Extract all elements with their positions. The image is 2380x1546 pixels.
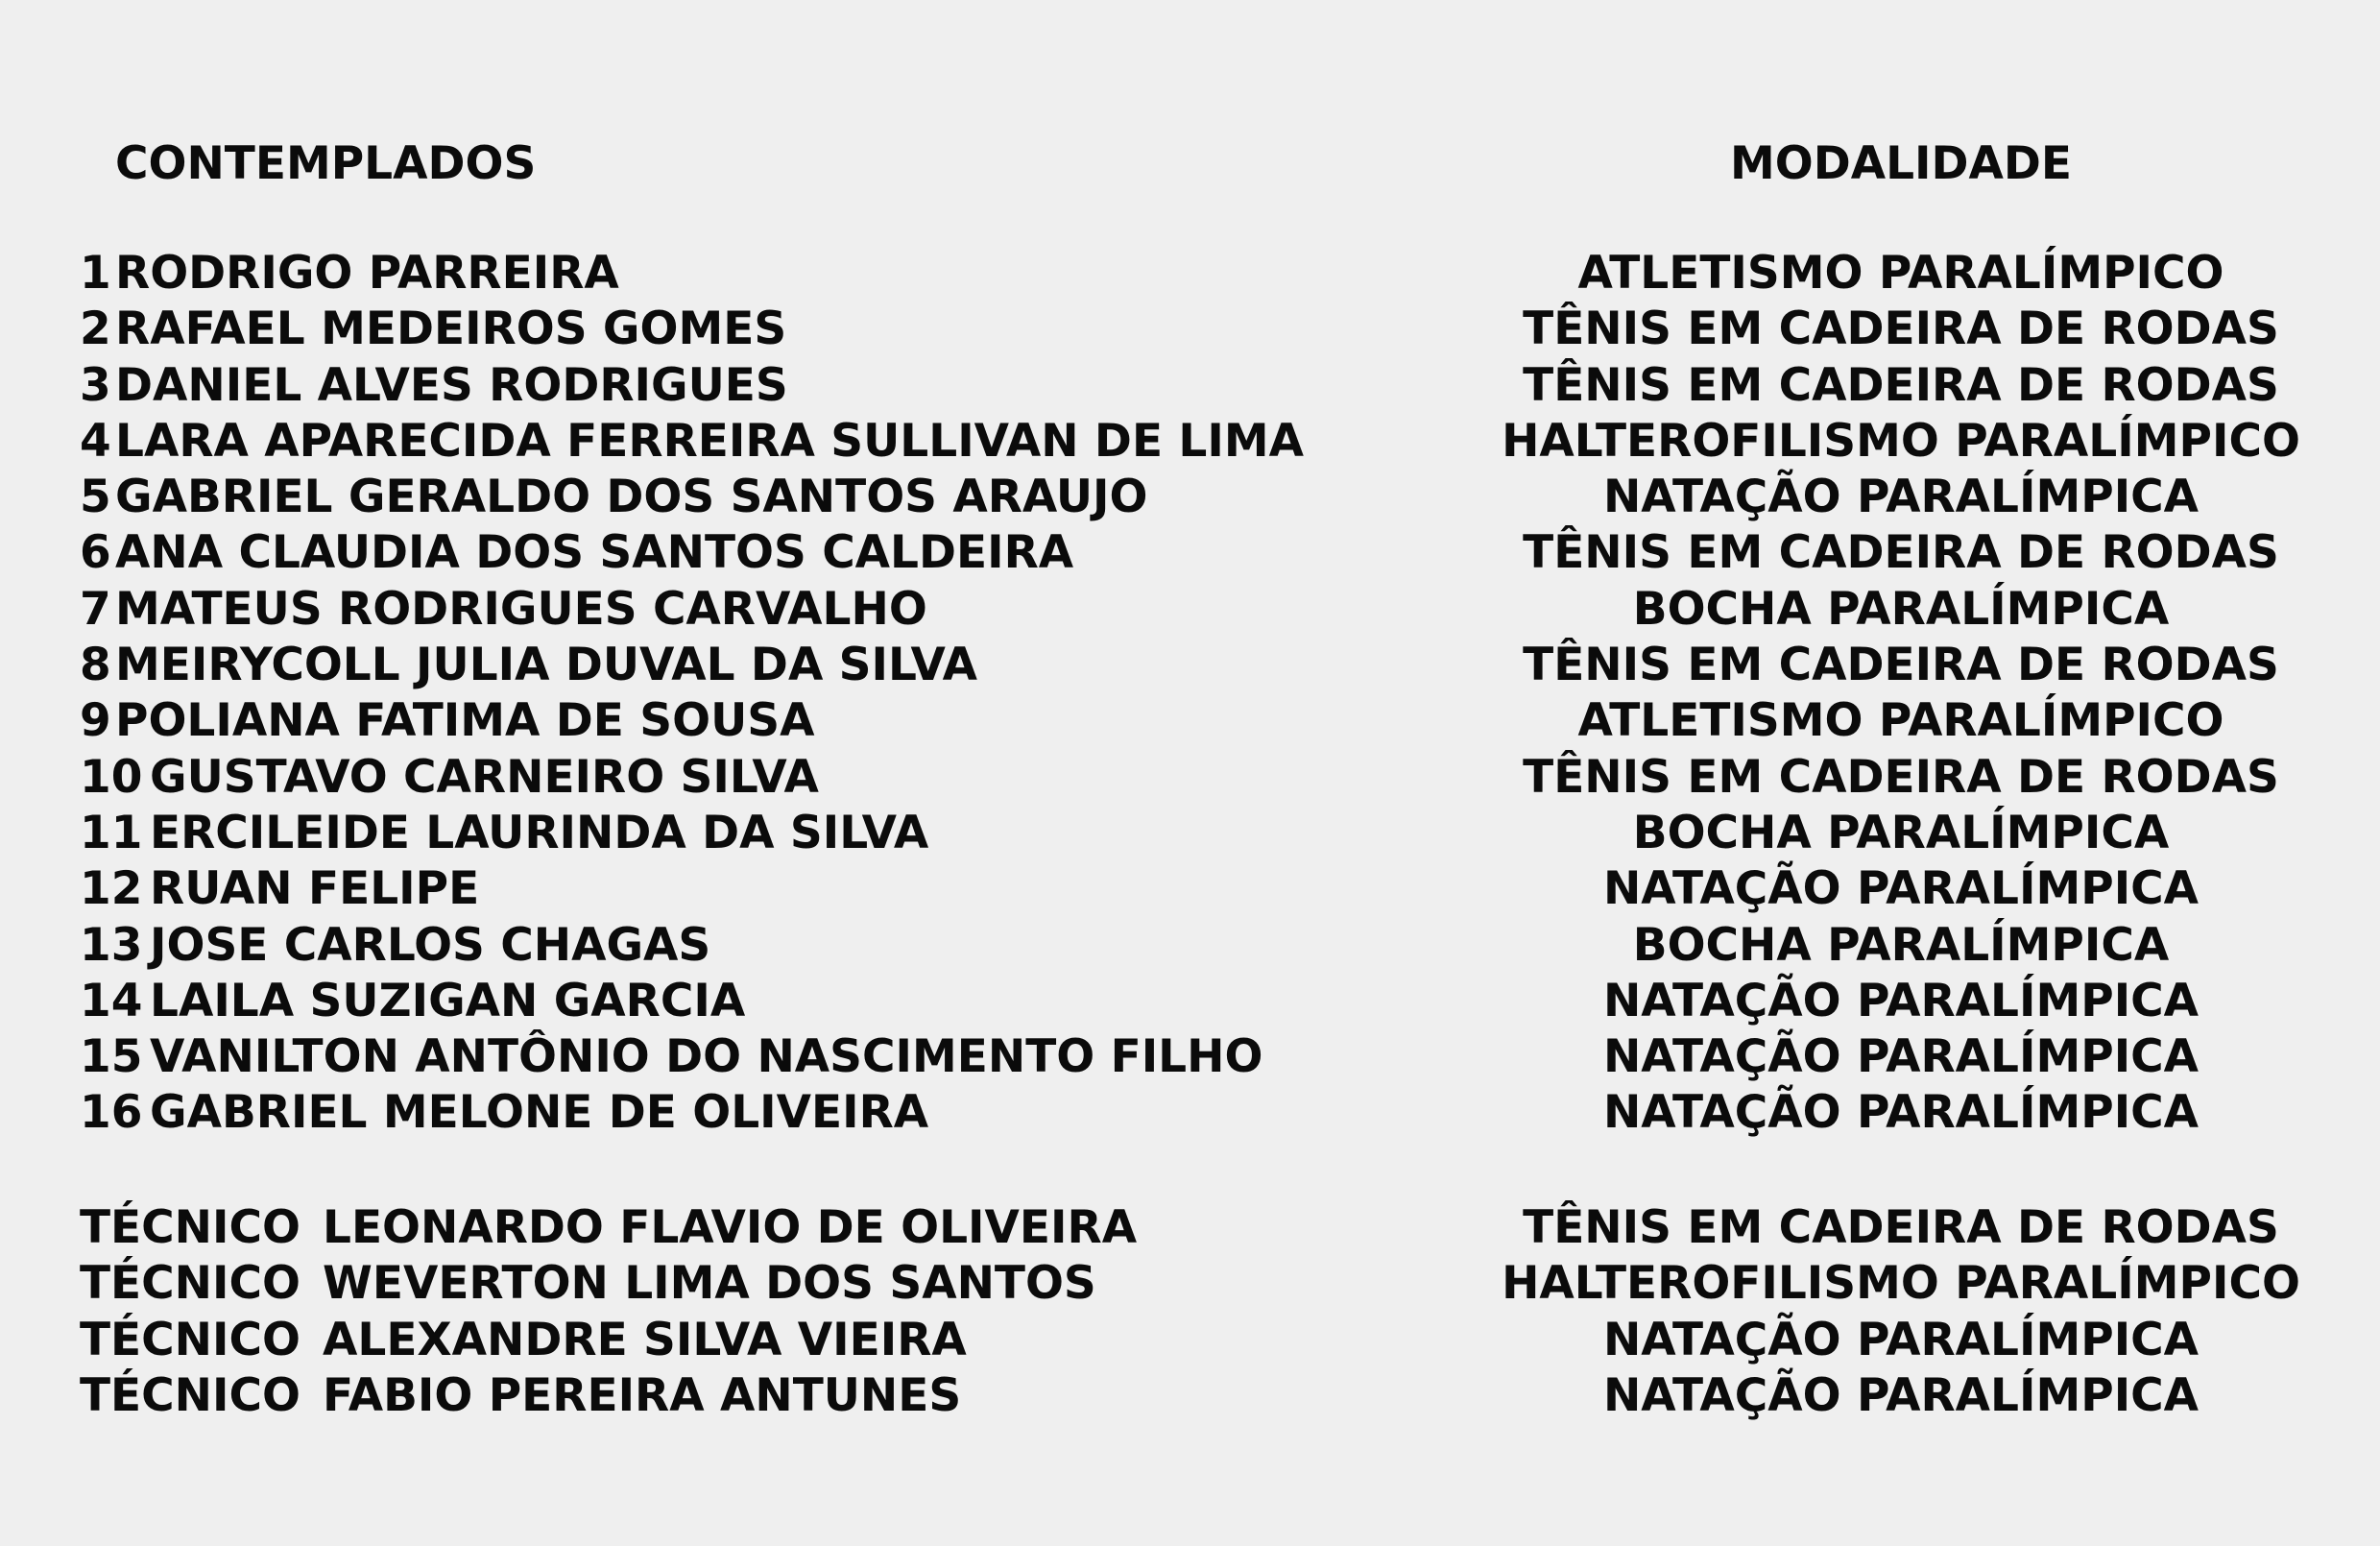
athlete-name: ERCILEIDE LAURINDA DA SILVA xyxy=(150,806,929,859)
athlete-name: JOSE CARLOS CHAGAS xyxy=(150,918,711,972)
athlete-modality: BOCHA PARALÍMPICA xyxy=(1632,806,2170,859)
coach-row xyxy=(0,1256,2380,1312)
athlete-modality: TÊNIS EM CADEIRA DE RODAS xyxy=(1523,750,2279,804)
athlete-row xyxy=(0,1085,2380,1141)
athlete-name: MEIRYCOLL JULIA DUVAL DA SILVA xyxy=(115,639,978,692)
athlete-row xyxy=(0,918,2380,974)
coach-row xyxy=(0,1368,2380,1424)
athlete-row xyxy=(0,582,2380,638)
athlete-row xyxy=(0,693,2380,749)
athlete-modality: NATAÇÃO PARALÍMPICA xyxy=(1602,1086,2200,1140)
athlete-number: 12 xyxy=(80,862,143,916)
athlete-list xyxy=(0,246,2380,1142)
athlete-number: 9 xyxy=(80,694,111,748)
athlete-modality: NATAÇÃO PARALÍMPICA xyxy=(1602,974,2200,1027)
athlete-modality: NATAÇÃO PARALÍMPICA xyxy=(1602,862,2200,916)
athlete-modality: BOCHA PARALÍMPICA xyxy=(1632,918,2170,972)
athlete-modality: ATLETISMO PARALÍMPICO xyxy=(1577,694,2224,748)
athlete-name: RODRIGO PARREIRA xyxy=(115,247,619,300)
coach-name: ALEXANDRE SILVA VIEIRA xyxy=(323,1313,967,1366)
contemplados-header: CONTEMPLADOS xyxy=(115,137,537,190)
athlete-row xyxy=(0,974,2380,1029)
coach-role: TÉCNICO xyxy=(80,1368,301,1422)
athlete-row xyxy=(0,525,2380,581)
athlete-modality: NATAÇÃO PARALÍMPICA xyxy=(1602,1030,2200,1084)
athlete-row xyxy=(0,638,2380,693)
athlete-row xyxy=(0,246,2380,302)
athlete-number: 16 xyxy=(80,1086,143,1140)
coach-role: TÉCNICO xyxy=(80,1201,301,1254)
athlete-modality: BOCHA PARALÍMPICA xyxy=(1632,582,2170,636)
athlete-modality: NATAÇÃO PARALÍMPICA xyxy=(1602,471,2200,524)
athlete-modality: TÊNIS EM CADEIRA DE RODAS xyxy=(1523,358,2279,412)
athlete-number: 7 xyxy=(80,582,111,636)
coach-modality: HALTEROFILISMO PARALÍMPICO xyxy=(1502,1257,2300,1311)
coach-name: LEONARDO FLAVIO DE OLIVEIRA xyxy=(323,1201,1138,1254)
athlete-number: 13 xyxy=(80,918,143,972)
athlete-name: LAILA SUZIGAN GARCIA xyxy=(150,974,746,1027)
athlete-number: 15 xyxy=(80,1030,143,1084)
athlete-name: GUSTAVO CARNEIRO SILVA xyxy=(150,750,819,804)
modalidade-header: MODALIDADE xyxy=(1729,137,2073,190)
athlete-number: 1 xyxy=(80,247,111,300)
coach-role: TÉCNICO xyxy=(80,1313,301,1366)
athlete-number: 5 xyxy=(80,471,111,524)
coach-row xyxy=(0,1200,2380,1256)
athlete-modality: TÊNIS EM CADEIRA DE RODAS xyxy=(1523,639,2279,692)
coach-list xyxy=(0,1200,2380,1424)
athlete-modality: TÊNIS EM CADEIRA DE RODAS xyxy=(1523,302,2279,356)
athlete-number: 4 xyxy=(80,414,111,468)
coach-row xyxy=(0,1313,2380,1368)
athlete-number: 10 xyxy=(80,750,143,804)
athlete-name: GABRIEL MELONE DE OLIVEIRA xyxy=(150,1086,929,1140)
coach-name: FABIO PEREIRA ANTUNES xyxy=(323,1368,962,1422)
athlete-row xyxy=(0,861,2380,917)
athlete-number: 11 xyxy=(80,806,143,859)
athlete-row xyxy=(0,302,2380,357)
athlete-number: 14 xyxy=(80,974,143,1027)
athlete-name: RAFAEL MEDEIROS GOMES xyxy=(115,302,787,356)
athlete-number: 6 xyxy=(80,526,111,580)
coach-modality: TÊNIS EM CADEIRA DE RODAS xyxy=(1523,1201,2279,1254)
athlete-row xyxy=(0,414,2380,470)
coach-role: TÉCNICO xyxy=(80,1257,301,1311)
coach-modality: NATAÇÃO PARALÍMPICA xyxy=(1602,1313,2200,1366)
athlete-name: DANIEL ALVES RODRIGUES xyxy=(115,358,788,412)
athlete-row xyxy=(0,358,2380,414)
athlete-modality: HALTEROFILISMO PARALÍMPICO xyxy=(1502,414,2300,468)
athlete-name: POLIANA FATIMA DE SOUSA xyxy=(115,694,815,748)
athlete-row xyxy=(0,470,2380,525)
athlete-name: LARA APARECIDA FERREIRA SULLIVAN DE LIMA xyxy=(115,414,1304,468)
athlete-name: VANILTON ANTÔNIO DO NASCIMENTO FILHO xyxy=(150,1030,1263,1084)
athlete-number: 2 xyxy=(80,302,111,356)
athlete-row xyxy=(0,806,2380,861)
coach-modality: NATAÇÃO PARALÍMPICA xyxy=(1602,1368,2200,1422)
athlete-name: RUAN FELIPE xyxy=(150,862,480,916)
athlete-row xyxy=(0,1029,2380,1085)
athlete-row xyxy=(0,750,2380,806)
athlete-name: ANA CLAUDIA DOS SANTOS CALDEIRA xyxy=(115,526,1074,580)
athlete-name: MATEUS RODRIGUES CARVALHO xyxy=(115,582,927,636)
athlete-modality: TÊNIS EM CADEIRA DE RODAS xyxy=(1523,526,2279,580)
athlete-number: 3 xyxy=(80,358,111,412)
athlete-number: 8 xyxy=(80,639,111,692)
athlete-name: GABRIEL GERALDO DOS SANTOS ARAUJO xyxy=(115,471,1148,524)
athlete-modality: ATLETISMO PARALÍMPICO xyxy=(1577,247,2224,300)
coach-name: WEVERTON LIMA DOS SANTOS xyxy=(323,1257,1096,1311)
